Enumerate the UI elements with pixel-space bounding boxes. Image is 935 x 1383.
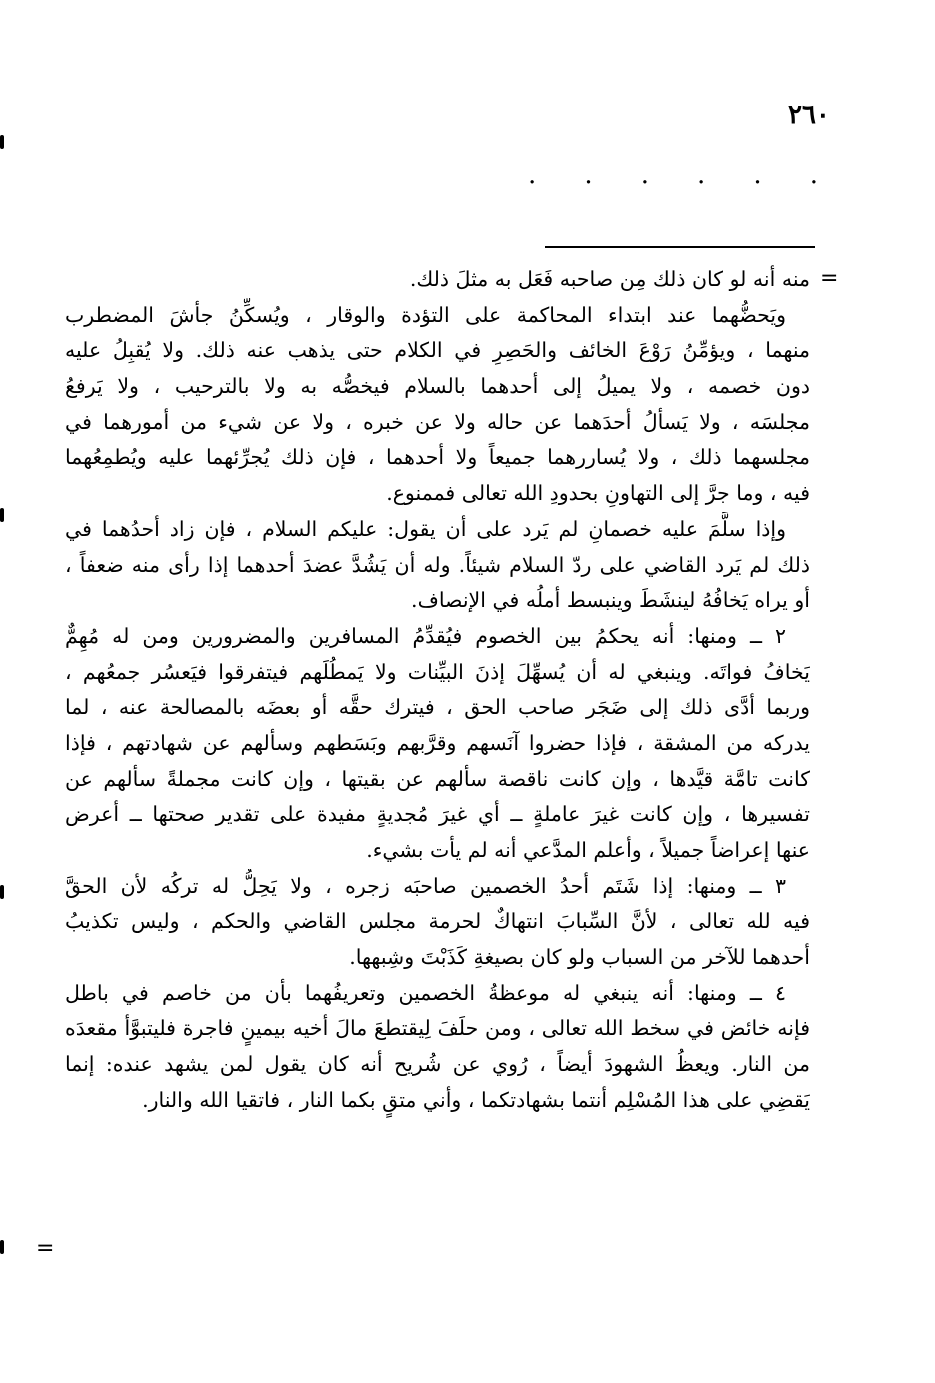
text-line: ٤ ــ ومنها: أنه ينبغي له موعظةُ الخصمين وتعريفُهما بأن من خاصم في باطل [65, 980, 786, 1005]
text-line: يَقضِي على هذا المُسْلِم أنتما بشهادتكما ، وأني متقٍ بكما النار ، فاتقيا الله والنار. [142, 1087, 810, 1112]
dot: . [697, 160, 706, 190]
ellipsis-dots [528, 160, 818, 190]
text-line: يدركه من المشقة ، فإذا حضروا آنَسهم وقرَّبهم وبَسَطهم وسألهم عن شهادتهم ، فإذا [65, 730, 810, 755]
text-line: تفسيرها ، وإن كانت غيرَ عاملةٍ ــ أي غيرَ مُجديةٍ مفيدة على تقدير صحتها ــ أعرض [65, 802, 810, 827]
footnote-separator-rule [545, 246, 815, 248]
continuation-mark-bottom: = [36, 1236, 55, 1261]
dot: . [584, 160, 593, 190]
text-line: ويَحضُّهما عند ابتداء المحاكمة على التؤدة والوقار ، ويُسكِّنُ جأشَ المضطرب [65, 302, 786, 327]
scan-edge-mark [0, 135, 4, 149]
dot: . [753, 160, 762, 190]
dot: . [640, 160, 649, 190]
text-line: منهما ، ويؤمِّنُ رَوْعَ الخائف والحَصِرِ في الكلام حتى يذهب عنه ذلك. ولا يُقبِلُ عليه [65, 338, 810, 363]
text-line: أحدهما للآخر من السباب ولو كان بصيغةِ كَذَبْتَ وشِبهها. [349, 945, 810, 970]
dot: . [528, 160, 537, 190]
text-line: مجلسَه ، ولا يَسألُ أحدَهما عن حاله ولا عن خبره ، ولا عن شيء من أمورهما في [65, 409, 810, 434]
text-line: ٢ ــ ومنها: أنه يحكمُ بين الخصوم فيُقدِّمُ المسافرين والمضرورين ومن له مُهِمٌّ [65, 623, 786, 648]
scan-edge-mark [0, 885, 4, 899]
text-line: وإذا سلَّمَ عليه خصمانِ لم يَرد على أن يقول: عليكم السلام ، فإن زاد أحدُهما في [65, 516, 786, 541]
text-line: مجلسهما ذلك ، ولا يُساررهما جميعاً ولا أحدهما ، فإن ذلك يُجرِّئهما عليه ويُطمِعُهما [65, 445, 810, 470]
text-line: يَخافُ فواتَه. وينبغي له أن يُسهِّلَ إذنَ البيِّنات ولا يَمطُلَهم فيتفرقوا فيَعسُر جمعُهم ، [65, 659, 810, 684]
body-text [65, 262, 810, 1119]
text-line: ٣ ــ ومنها: إذا شَتَم أحدُ الخصمين صاحبَه زجره ، ولا يَحِلُّ له تركُه لأن الحقَّ [65, 873, 786, 898]
text-line: دون خصمه ، ولا يميلُ إلى أحدهما بالسلام فيخصُّه به ولا بالترحيب ، ولا يَرفعُ [65, 374, 810, 399]
text-line: فيه لله تعالى ، لأنَّ السِّبابَ انتهاكٌ لحرمة مجلس القاضي والحكم ، وليس تكذيبُ [65, 909, 810, 934]
text-line: من النار. ويعظُ الشهودَ أيضاً ، رُوي عن شُريح أنه كان يقول لمن يشهد عنده: إنما [65, 1052, 810, 1077]
text-line: عنها إعراضاً جميلاً ، وأعلم المدَّعي أنه لم يأت بشيء. [366, 838, 810, 862]
text-line: منه أنه لو كان ذلك مِن صاحبه فَعَل به مثلَ ذلك. [409, 267, 810, 291]
text-line: فإنه خائض في سخط الله تعالى ، ومن حلَفَ لِيقتطعَ مالَ أخيه بيمينٍ فاجرة فليتبوَّأ مقعدَه [65, 1016, 810, 1041]
scan-edge-mark [0, 1240, 4, 1254]
text-line: وربما أدَّى ذلك إلى ضَجَر صاحب الحق ، فيترك حقَّه أو بعضَه بالمصالحة عنه ، لما [65, 695, 810, 720]
continuation-mark-top: = [820, 266, 839, 291]
dot: . [809, 160, 818, 190]
text-line: كانت تامَّة قيَّدها ، وإن كانت ناقصة سألهم عن بقيتها ، وإن كانت مجملةً سألهم عن [65, 766, 810, 791]
text-line: أو يراه يَخافُهُ لينشَطَ وينبسط أملُه في الإنصاف. [411, 588, 810, 613]
page-number: ٢٦٠ [788, 100, 830, 130]
text-line: فيه ، وما جرَّ إلى التهاونِ بحدودِ الله تعالى فممنوع. [386, 481, 810, 506]
scan-edge-mark [0, 508, 4, 522]
text-line: ذلك لم يَرد القاضي على ردّ السلام شيئاً. وله أن يَشُدَّ عضدَ أحدهما إذا رأى منه ضعفاً ، [65, 552, 810, 577]
